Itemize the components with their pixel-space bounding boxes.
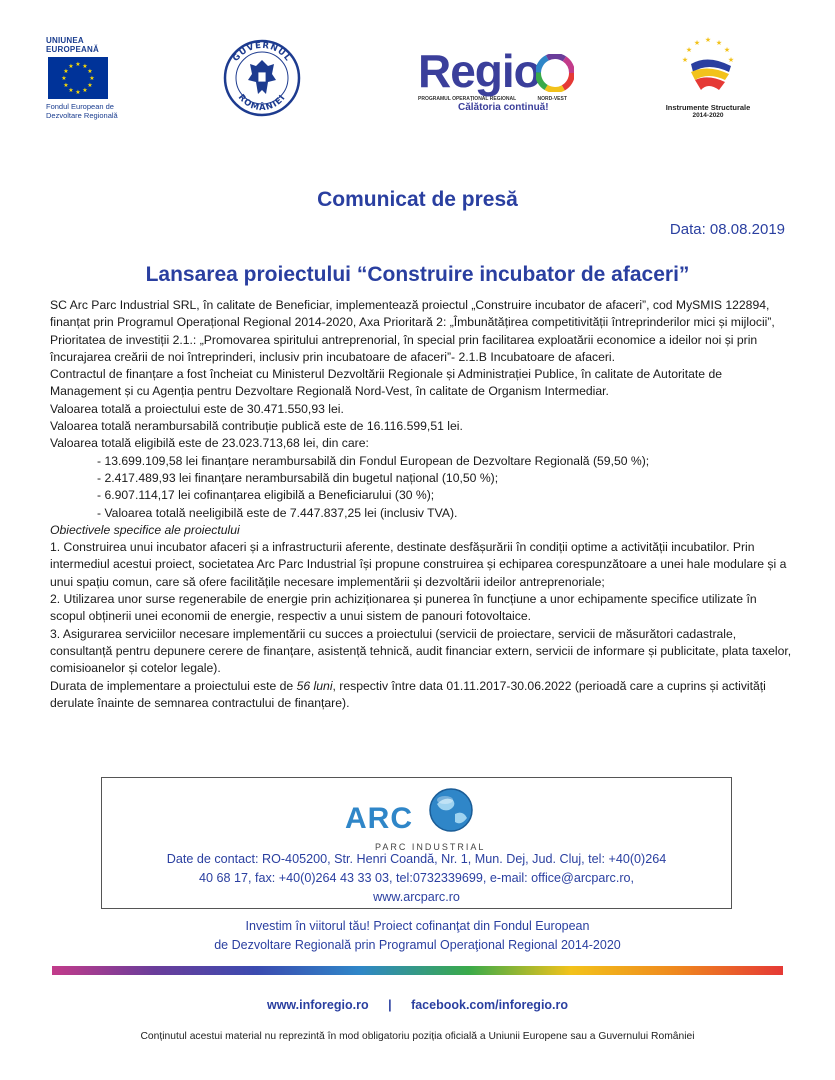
- contact-line-website: www.arcparc.ro: [373, 890, 460, 904]
- svg-text:★: ★: [87, 82, 93, 89]
- footer-links: [0, 998, 835, 1012]
- facebook-link[interactable]: facebook.com/inforegio.ro: [411, 998, 569, 1012]
- logo-header: [0, 0, 835, 140]
- intro-paragraph: SC Arc Parc Industrial SRL, în calitate de Beneficiar, implementează proiectul „Construire incubator de afaceri”, cod MySMIS 122894, finanțat prin Programul Operațional Regional 2014-2020, Axa Prioritară 2: „Îmbunătățirea competitivității întreprinderilor mici și mijlocii”, Prioritatea de investiții 2.1.: „Promovarea spiritului antreprenorial, în special prin facilitarea exploatării economice a ideilor noi și prin încurajarea creării de noi întreprinderi, inclusiv prin incubatoare de afaceri”- 2.1.B Incubatoare de afaceri.: [50, 298, 775, 364]
- cofinancing-line-2: de Dezvoltare Regională prin Programul Operaţional Regional 2014-2020: [214, 938, 621, 952]
- globe-icon: [427, 786, 475, 834]
- regio-logo: [418, 45, 588, 118]
- eu-title: UNIUNEA EUROPEANĂ: [46, 36, 99, 54]
- svg-text:★: ★: [61, 75, 67, 82]
- eu-subtitle-line-2: Dezvoltare Regională: [46, 111, 118, 120]
- arc-wordmark: ARC: [345, 802, 413, 835]
- eligible-line: Valoarea totală eligibilă este de 23.023.713,68 lei, din care:: [50, 436, 369, 451]
- footer-separator: |: [388, 998, 392, 1012]
- contract-paragraph: Contractul de finanțare a fost încheiat cu Ministerul Dezvoltării Regionale și Administrației Publice, în calitate de Autoritate de Management și cu Agenția pentru Dezvoltare Regională Nord-Vest, în calitate de Organism Intermediar.: [50, 367, 723, 399]
- svg-text:★: ★: [87, 68, 93, 75]
- government-text-bottom: ROMÂNIEI: [235, 92, 289, 114]
- project-title: Lansarea proiectului “Construire incubator de afaceri”: [145, 263, 690, 286]
- objectives-heading: Obiectivele specifice ale proiectului: [50, 522, 240, 537]
- instrumente-structurale-years: 2014-2020: [692, 112, 724, 119]
- objective-item: 1. Construirea unui incubator afaceri și a infrastructurii aferente, destinate desfășurării în condiții optime a activității incubatilor. Prin intermediul acestui proiect, societatea Arc Parc Industrial își propune construirea și echiparea corespunzătoare a unei hale modulare și a unui spațiu comun, care să ofere facilitățile necesare implementării și dezvoltării ideilor antreprenoriale;: [50, 540, 787, 589]
- duration-text-after: , respectiv între data 01.11.2017-30.06.2022 (perioadă care a cuprins și activități derulate înainte de semnarea contractului de finanțare).: [50, 678, 766, 710]
- arc-subtitle: PARC INDUSTRIAL: [375, 842, 486, 852]
- objective-item: 2. Utilizarea unor surse regenerabile de energie prin achiziționarea și punerea în funcțiune a unor echipamente specifice utilizate în scopul obținerii unei economii de energie, respectiv a unui sistem de panouri fotovoltaice.: [50, 592, 757, 624]
- press-release-date: Data: 08.08.2019: [669, 221, 785, 238]
- duration-text-before: Durata de implementare a proiectului este de: [50, 678, 297, 693]
- regio-region-text: NORD-VEST: [537, 96, 567, 102]
- duration-paragraph: [50, 678, 795, 713]
- svg-text:★: ★: [704, 36, 712, 44]
- regio-slogan: Călătoria continuă!: [458, 102, 549, 113]
- contact-box: [101, 777, 732, 909]
- cofinancing-line-1: Investim în viitorul tău! Proiect cofinanţat din Fondul European: [245, 919, 590, 933]
- government-seal-logo: [222, 38, 302, 118]
- funding-item: - 2.417.489,93 lei finanțare nerambursabilă din bugetul național (10,50 %);: [97, 470, 499, 485]
- svg-text:★: ★: [89, 75, 95, 82]
- svg-text:★: ★: [68, 87, 74, 94]
- svg-text:★: ★: [82, 63, 88, 70]
- svg-text:★: ★: [715, 39, 723, 47]
- svg-text:★: ★: [693, 39, 701, 47]
- svg-text:★: ★: [727, 56, 735, 64]
- nonrefundable-line: Valoarea totală nerambursabilă contribuție publică este de 16.116.599,51 lei.: [50, 419, 463, 434]
- inforegio-site-link[interactable]: www.inforegio.ro: [266, 998, 369, 1012]
- contact-line-address: Date de contact: RO-405200, Str. Henri Coandă, Nr. 1, Mun. Dej, Jud. Cluj, tel: +40(0)264: [166, 852, 667, 866]
- contact-details: [102, 850, 731, 907]
- svg-text:★: ★: [75, 61, 81, 68]
- duration-value: 56 luni: [296, 678, 333, 693]
- instrumente-structurale-name: Instrumente Structurale: [665, 103, 751, 112]
- government-text-top: GUVERNUL: [231, 40, 293, 64]
- contact-line-phones: 40 68 17, fax: +40(0)264 43 33 03, tel:0732339699, e-mail: office@arcparc.ro,: [198, 871, 635, 885]
- svg-text:★: ★: [681, 56, 689, 64]
- svg-text:★: ★: [685, 46, 693, 54]
- regio-program-text: PROGRAMUL OPERAȚIONAL REGIONAL: [418, 96, 517, 102]
- svg-text:★: ★: [75, 89, 81, 96]
- svg-text:★: ★: [82, 87, 88, 94]
- regio-color-wheel-icon: [536, 54, 574, 92]
- disclaimer-text: Conținutul acestui material nu reprezintă în mod obligatoriu poziția oficială a Uniunii Europene sau a Guvernului României: [140, 1031, 695, 1042]
- svg-text:★: ★: [63, 82, 69, 89]
- cofinancing-statement: [0, 917, 835, 955]
- instrumente-structurale-logo: [648, 34, 768, 119]
- total-value-line: Valoarea totală a proiectului este de 30.471.550,93 lei.: [50, 401, 344, 416]
- rainbow-color-bar: [52, 966, 783, 975]
- objective-item: 3. Asigurarea serviciilor necesare implementării cu succes a proiectului (servicii de proiectare, servicii de măsurători cadastrale, consultanță pentru depunere cerere de finanțare, asistență tehnică, audit financiar extern, servicii de informare și publicitate, plata taxelor, comisioanelor și cotelor legale).: [50, 626, 792, 676]
- regio-wordmark: Regio: [418, 45, 541, 97]
- arc-parc-logo: [345, 786, 486, 852]
- funding-item: - Valoarea totală neeligibilă este de 7.447.837,25 lei (inclusiv TVA).: [97, 505, 458, 520]
- svg-text:★: ★: [68, 63, 74, 70]
- eu-subtitle-line-1: Fondul European de: [46, 102, 114, 111]
- funding-item: - 6.907.114,17 lei cofinanțarea eligibilă a Beneficiarului (30 %);: [97, 488, 435, 503]
- eu-flag-icon: [48, 57, 108, 99]
- eu-logo: [46, 36, 136, 120]
- press-release-title: Comunicat de presă: [317, 188, 518, 211]
- instrumente-structurale-icon: [673, 34, 743, 96]
- svg-text:★: ★: [63, 68, 69, 75]
- svg-text:★: ★: [723, 46, 731, 54]
- funding-item: - 13.699.109,58 lei finanțare nerambursabilă din Fondul European de Dezvoltare Regională (59,50 %);: [97, 453, 650, 468]
- press-release-body: [50, 297, 795, 712]
